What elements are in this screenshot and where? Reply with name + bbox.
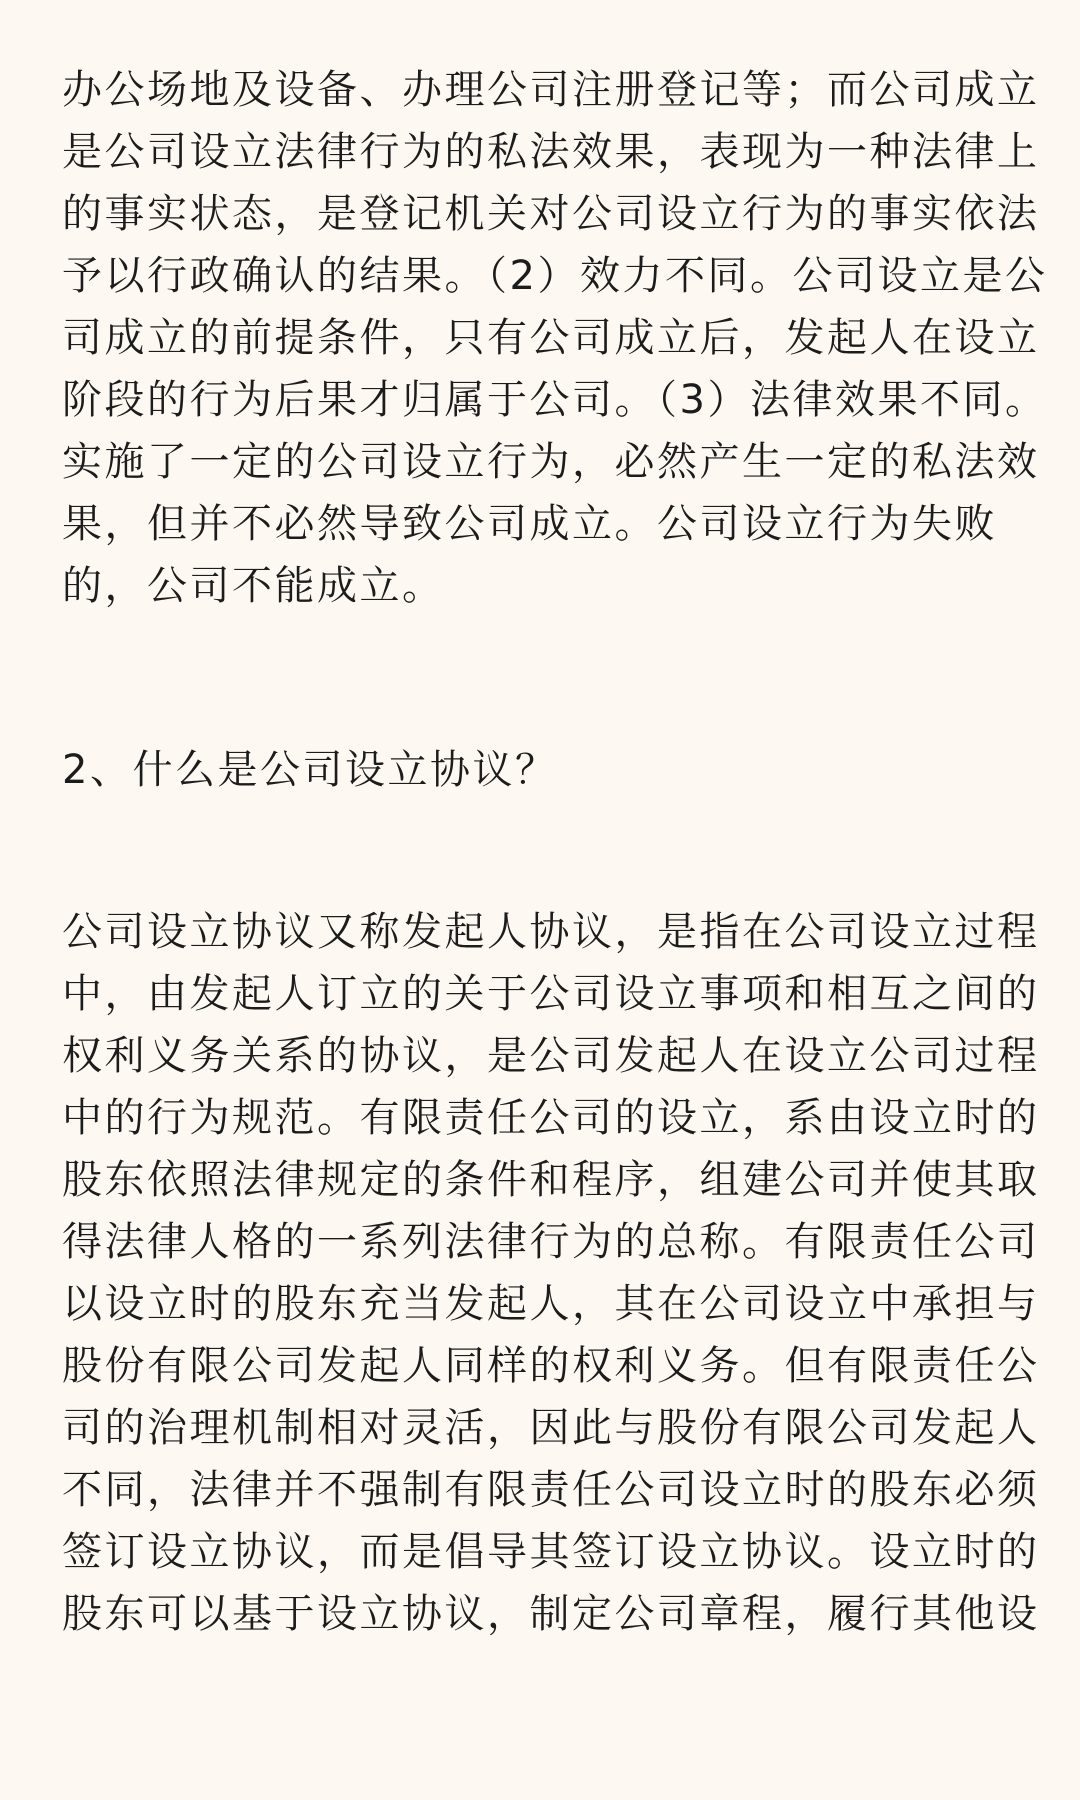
paragraph-1-line: 的，公司不能成立。 — [62, 563, 445, 609]
paragraph-2-line: 司的治理机制相对灵活，因此与股份有限公司发起人 — [62, 1405, 1040, 1451]
paragraph-2-line: 中的行为规范。有限责任公司的设立，系由设立时的 — [62, 1095, 1040, 1141]
paragraph-1-line: 是公司设立法律行为的私法效果，表现为一种法律上 — [62, 129, 1040, 175]
paragraph-2-line: 股东依照法律规定的条件和程序，组建公司并使其取 — [62, 1157, 1040, 1203]
paragraph-2-line: 股东可以基于设立协议，制定公司章程，履行其他设 — [62, 1591, 1040, 1637]
paragraph-2-line: 不同，法律并不强制有限责任公司设立时的股东必须 — [62, 1467, 1040, 1513]
paragraph-1-line: 司成立的前提条件，只有公司成立后，发起人在设立 — [62, 315, 1040, 361]
paragraph-2-line: 签订设立协议，而是倡导其签订设立协议。设立时的 — [62, 1529, 1040, 1575]
paragraph-1-line: 实施了一定的公司设立行为，必然产生一定的私法效 — [62, 439, 1040, 485]
paragraph-2-line: 中，由发起人订立的关于公司设立事项和相互之间的 — [62, 971, 1040, 1017]
section-heading: 2、什么是公司设立协议？ — [62, 747, 558, 793]
paragraph-2-line: 公司设立协议又称发起人协议，是指在公司设立过程 — [62, 909, 1040, 955]
paragraph-2-line: 权利义务关系的协议，是公司发起人在设立公司过程 — [62, 1033, 1040, 1079]
paragraph-1-line: 果，但并不必然导致公司成立。公司设立行为失败 — [62, 501, 997, 547]
paragraph-1-line: 的事实状态，是登记机关对公司设立行为的事实依法 — [62, 191, 1040, 237]
paragraph-1-line: 阶段的行为后果才归属于公司。（3）法律效果不同。 — [62, 377, 1048, 423]
paragraph-1-line: 办公场地及设备、办理公司注册登记等；而公司成立 — [62, 67, 1040, 113]
paragraph-2-line: 股份有限公司发起人同样的权利义务。但有限责任公 — [62, 1343, 1040, 1389]
paragraph-1-line: 予以行政确认的结果。（2）效力不同。公司设立是公 — [62, 253, 1048, 299]
paragraph-2-line: 得法律人格的一系列法律行为的总称。有限责任公司 — [62, 1219, 1040, 1265]
paragraph-2-line: 以设立时的股东充当发起人，其在公司设立中承担与 — [62, 1281, 1040, 1327]
